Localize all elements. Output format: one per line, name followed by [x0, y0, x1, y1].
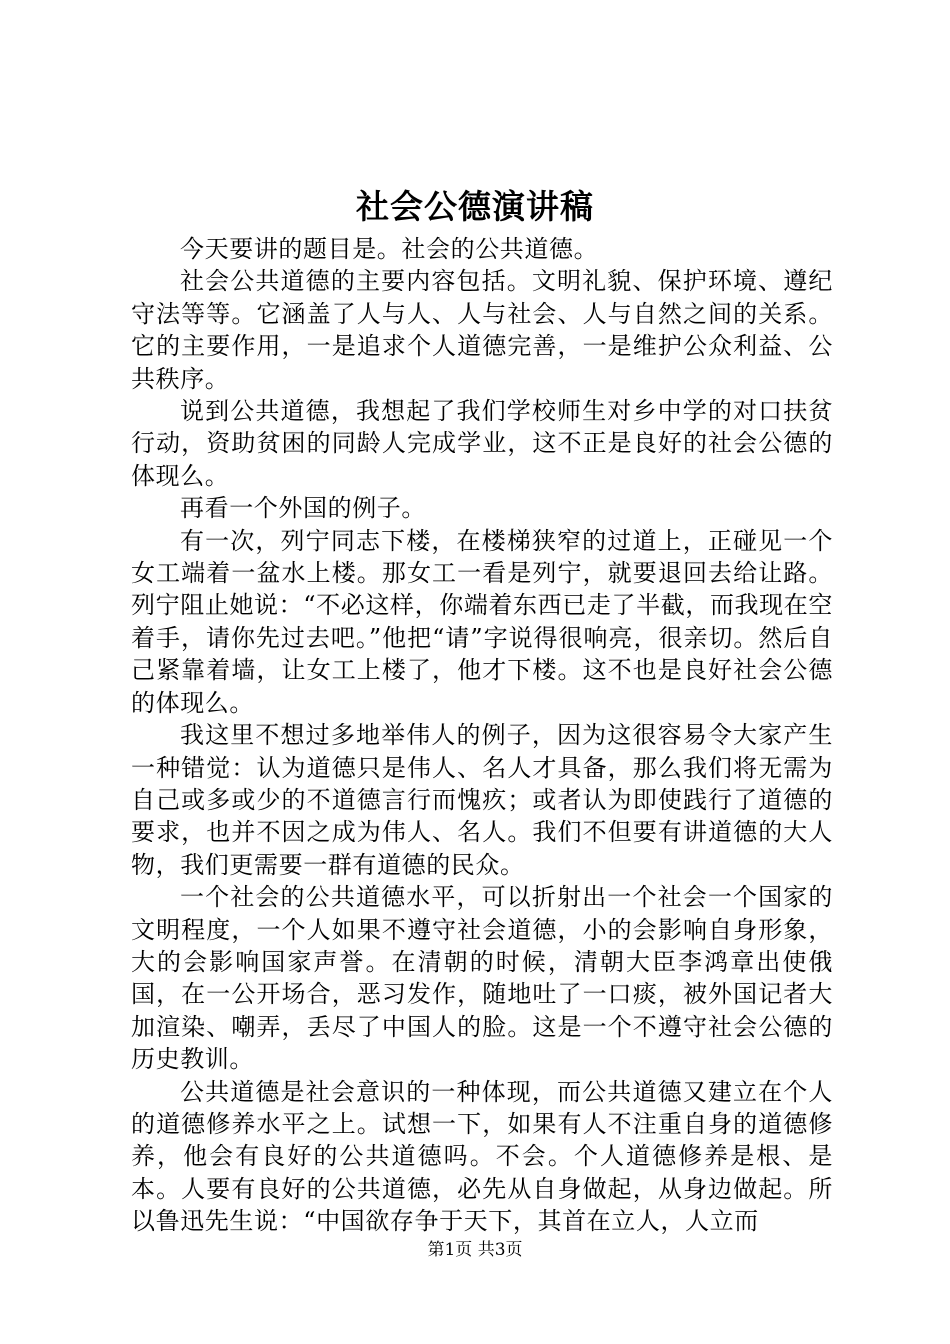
paragraph: 社会公共道德的主要内容包括。文明礼貌、保护环境、遵纪守法等等。它涵盖了人与人、人与社会、人与自然之间的关系。它的主要作用，一是追求个人道德完善，一是维护公众利益、公共秩序。 [131, 267, 833, 393]
document-body [131, 233, 833, 1238]
paragraph: 有一次，列宁同志下楼，在楼梯狭窄的过道上，正碰见一个女工端着一盆水上楼。那女工一看是列宁，就要退回去给让路。列宁阻止她说：“不必这样，你端着东西已走了半截，而我现在空着手，请你先过去吧。”他把“请”字说得很响亮，很亲切。然后自己紧靠着墙，让女工上楼了，他才下楼。这不也是良好社会公德的体现么。 [131, 526, 833, 717]
paragraph: 一个社会的公共道德水平，可以折射出一个社会一个国家的文明程度，一个人如果不遵守社会道德，小的会影响自身形象，大的会影响国家声誉。在清朝的时候，清朝大臣李鸿章出使俄国，在一公开场合，恶习发作，随地吐了一口痰，被外国记者大加渲染、嘲弄，丢尽了中国人的脸。这是一个不遵守社会公德的历史教训。 [131, 883, 833, 1074]
document-title: 社会公德演讲稿 [356, 187, 594, 226]
paragraph: 再看一个外国的例子。 [180, 494, 426, 523]
paragraph: 说到公共道德，我想起了我们学校师生对乡中学的对口扶贫行动，资助贫困的同龄人完成学业，这不正是良好的社会公德的体现么。 [131, 397, 833, 490]
page-footer: 第1页 共3页 [427, 1240, 523, 1260]
paragraph: 公共道德是社会意识的一种体现，而公共道德又建立在个人的道德修养水平之上。试想一下，如果有人不注重自身的道德修养，他会有良好的公共道德吗。不会。个人道德修养是根、是本。人要有良好的公共道德，必先从自身做起，从身边做起。所以鲁迅先生说：“中国欲存争于天下，其首在立人，人立而 [131, 1077, 833, 1236]
paragraph: 今天要讲的题目是。社会的公共道德。 [180, 235, 599, 263]
paragraph: 我这里不想过多地举伟人的例子，因为这很容易令大家产生一种错觉：认为道德只是伟人、名人才具备，那么我们将无需为自己或多或少的不道德言行而愧疚；或者认为即使践行了道德的要求，也并不因之成为伟人、名人。我们不但要有讲道德的大人物，我们更需要一群有道德的民众。 [131, 721, 833, 879]
